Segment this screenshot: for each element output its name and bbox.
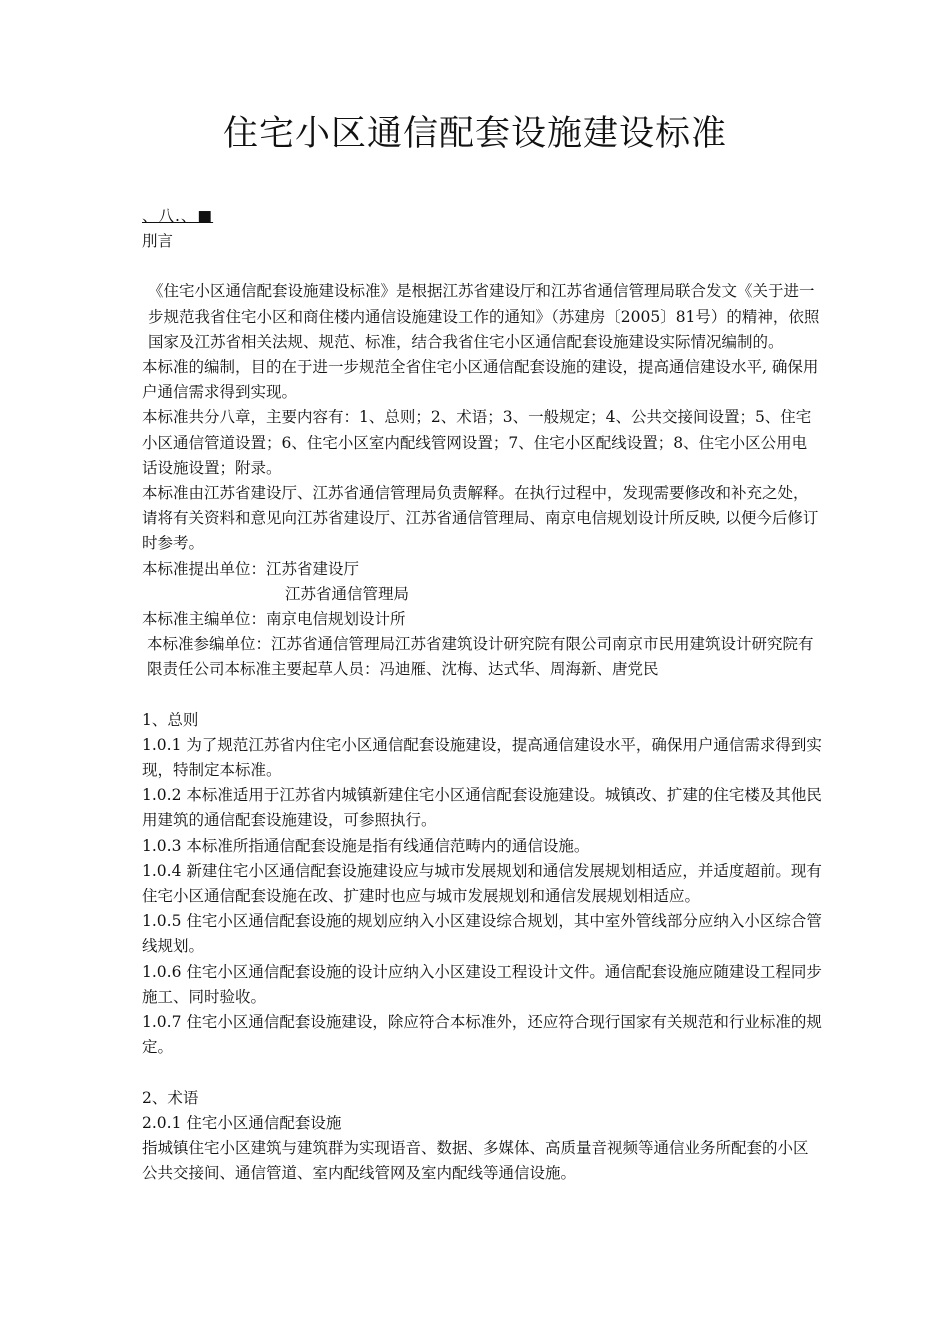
preface-paragraph: 本标准共分八章，主要内容有：1、总则；2、术语；3、一般规定；4、公共交接间设置；5、住宅小区通信管道设置；6、住宅小区室内配线管网设置；7、住宅小区配线设置；8、住宅小区公用电话设施设置；附录。 bbox=[142, 408, 812, 477]
spacer bbox=[142, 1061, 822, 1086]
preface-paragraph: 《住宅小区通信配套设施建设标准》是根据江苏省建设厅和江苏省通信管理局联合发文《关于进一步规范我省住宅小区和商住楼内通信设施建设工作的通知》（苏建房〔2005〕81号）的精神，依照国家及江苏省相关法规、规范、标准，结合我省住宅小区通信配套设施建设实际情况编制的。 bbox=[148, 282, 820, 351]
section-1-item: 1.0.1 为了规范江苏省内住宅小区通信配套设施建设，提高通信建设水平，确保用户通信需求得到实现，特制定本标准。 bbox=[142, 735, 822, 780]
section-2-subheading: 2.0.1 住宅小区通信配套设施 bbox=[142, 1113, 342, 1132]
preface-paragraph: 本标准的编制，目的在于进一步规范全省住宅小区通信配套设施的建设，提高通信建设水平, 确保用户通信需求得到实现。 bbox=[142, 358, 819, 402]
spacer bbox=[142, 254, 822, 279]
proposer-line-2: 江苏省通信管理局 bbox=[285, 584, 410, 603]
document-title: 住宅小区通信配套设施建设标准 bbox=[222, 114, 727, 154]
section-1-item: 1.0.4 新建住宅小区通信配套设施建设应与城市发展规划和通信发展规划相适应，并适度超前。现有住宅小区通信配套设施在改、扩建时也应与城市发展规划和通信发展规划相适应。 bbox=[142, 861, 822, 906]
spacer bbox=[142, 683, 822, 708]
proposer-line: 本标准提出单位：江苏省建设厅 bbox=[142, 559, 360, 578]
preface-paragraph: 本标准由江苏省建设厅、江苏省通信管理局负责解释。在执行过程中，发现需要修改和补充之处，请将有关资料和意见向江苏省建设厅、江苏省通信管理局、南京电信规划设计所反映, 以便今后修订时参考。 bbox=[142, 484, 819, 553]
section-1-item: 1.0.7 住宅小区通信配套设施建设，除应符合本标准外，还应符合现行国家有关规范和行业标准的规定。 bbox=[142, 1013, 822, 1057]
co-editor-line: 本标准参编单位：江苏省通信管理局江苏省建筑设计研究院有限公司南京市民用建筑设计研究院有限责任公司本标准主要起草人员：冯迪雁、沈梅、达式华、周海新、唐党民 bbox=[147, 635, 814, 679]
preface-artifact: 、八.、■ bbox=[142, 207, 214, 225]
section-1-item: 1.0.3 本标准所指通信配套设施是指有线通信范畴内的通信设施。 bbox=[142, 836, 590, 855]
section-1-heading: 1、总则 bbox=[142, 710, 199, 729]
chief-editor-line: 本标准主编单位：南京电信规划设计所 bbox=[142, 610, 406, 629]
section-1-item: 1.0.6 住宅小区通信配套设施的设计应纳入小区建设工程设计文件。通信配套设施应随建设工程同步施工、同时验收。 bbox=[142, 962, 822, 1006]
section-1-item: 1.0.5 住宅小区通信配套设施的规划应纳入小区建设综合规划，其中室外管线部分应纳入小区综合管线规划。 bbox=[142, 912, 822, 956]
section-1-item: 1.0.2 本标准适用于江苏省内城镇新建住宅小区通信配套设施建设。城镇改、扩建的住宅楼及其他民用建筑的通信配套设施建设，可参照执行。 bbox=[142, 786, 822, 830]
document-body bbox=[142, 204, 822, 1186]
section-2-definition: 指城镇住宅小区建筑与建筑群为实现语音、数据、多媒体、高质量音视频等通信业务所配套的小区公共交接间、通信管道、室内配线管网及室内配线等通信设施。 bbox=[142, 1138, 809, 1183]
section-2-heading: 2、术语 bbox=[142, 1088, 199, 1107]
preface-heading: 刖言 bbox=[142, 232, 174, 251]
